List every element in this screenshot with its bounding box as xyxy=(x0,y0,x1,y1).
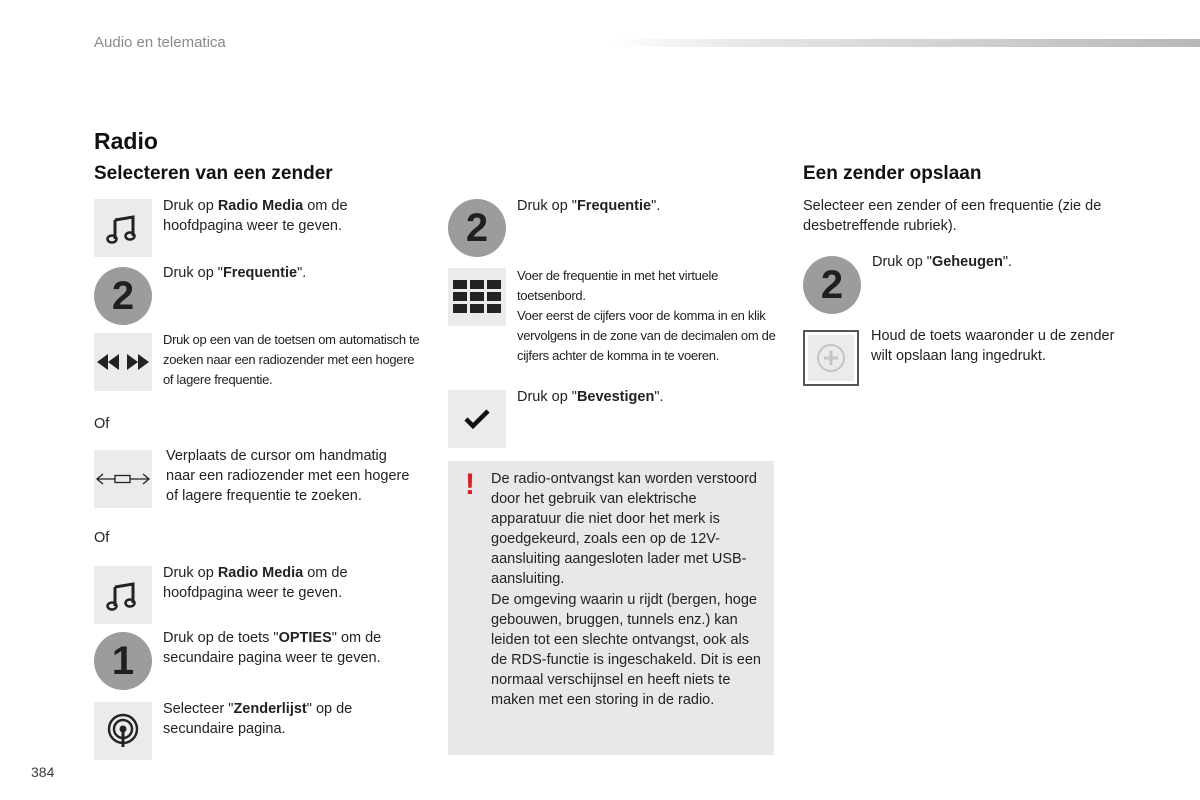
add-preset-icon xyxy=(803,330,859,386)
step-seek-buttons: Druk op een van de toetsen om automatisch te zoeken naar een radiozender met een hogere of lagere frequentie. xyxy=(163,332,420,387)
alternative-or-1: Of xyxy=(94,416,110,432)
subsection-title-save: Een zender opslaan xyxy=(803,163,982,184)
music-note-icon xyxy=(94,199,152,257)
header-rule xyxy=(606,39,1200,47)
seek-arrows-icon xyxy=(94,333,152,391)
step-frequentie: Druk op "Frequentie". xyxy=(163,265,307,281)
alternative-or-2: Of xyxy=(94,530,110,546)
step-number-badge: 1 xyxy=(94,632,152,690)
warning-icon: ! xyxy=(465,468,475,501)
step-number-badge: 2 xyxy=(803,256,861,314)
warning-note-text: De radio-ontvangst kan worden verstoord door het gebruik van elektrische apparatuur die niet door het merk is goedgekeurd, zoals een op de 12V-aansluiting aangesloten lader met USB-aansluiting. De omgeving waarin u rijdt (bergen, hoge gebouwen, bruggen, tunnels enz.) kan leiden tot een slechte ontvangst, ook als de RDS-functie is ingeschakeld. Dit is een normaal verschijnsel en heeft niets te maken met een storing in de radio. xyxy=(491,471,761,709)
section-title: Radio xyxy=(94,128,158,154)
step-radio-media-2: Druk op Radio Media om de hoofdpagina weer te geven. xyxy=(163,565,348,601)
music-note-icon xyxy=(94,566,152,624)
running-header: Audio en telematica xyxy=(94,34,226,51)
radio-station-icon xyxy=(94,702,152,760)
step-radio-media-1: Druk op Radio Media om de hoofdpagina weer te geven. xyxy=(163,198,348,234)
subsection-title-select: Selecteren van een zender xyxy=(94,163,333,184)
step-virtual-keyboard: Voer de frequentie in met het virtuele toetsenbord. Voer eerst de cijfers voor de komma in en klik vervolgens in de zone van de decimalen om de cijfers achter de komma in te voeren. xyxy=(517,268,776,363)
step-geheugen: Druk op "Geheugen". xyxy=(872,254,1013,270)
save-intro: Selecteer een zender of een frequentie (zie de desbetreffende rubriek). xyxy=(803,198,1102,234)
step-hold-preset: Houd de toets waaronder u de zender wilt opslaan lang ingedrukt. xyxy=(871,328,1115,364)
step-manual-cursor: Verplaats de cursor om handmatig naar een radiozender met een hogere of lagere frequentie te zoeken. xyxy=(166,448,410,504)
step-frequentie-middle: Druk op "Frequentie". xyxy=(517,198,661,214)
step-number-badge: 2 xyxy=(94,267,152,325)
step-zenderlijst: Selecteer "Zenderlijst" op de secundaire pagina. xyxy=(163,701,353,737)
step-bevestigen: Druk op "Bevestigen". xyxy=(517,389,664,405)
checkmark-icon xyxy=(448,390,506,448)
frequency-slider-icon xyxy=(94,450,152,508)
keypad-icon xyxy=(448,268,506,326)
step-number-badge: 2 xyxy=(448,199,506,257)
step-opties: Druk op de toets "OPTIES" om de secundaire pagina weer te geven. xyxy=(163,630,382,666)
page-number: 384 xyxy=(31,764,55,780)
